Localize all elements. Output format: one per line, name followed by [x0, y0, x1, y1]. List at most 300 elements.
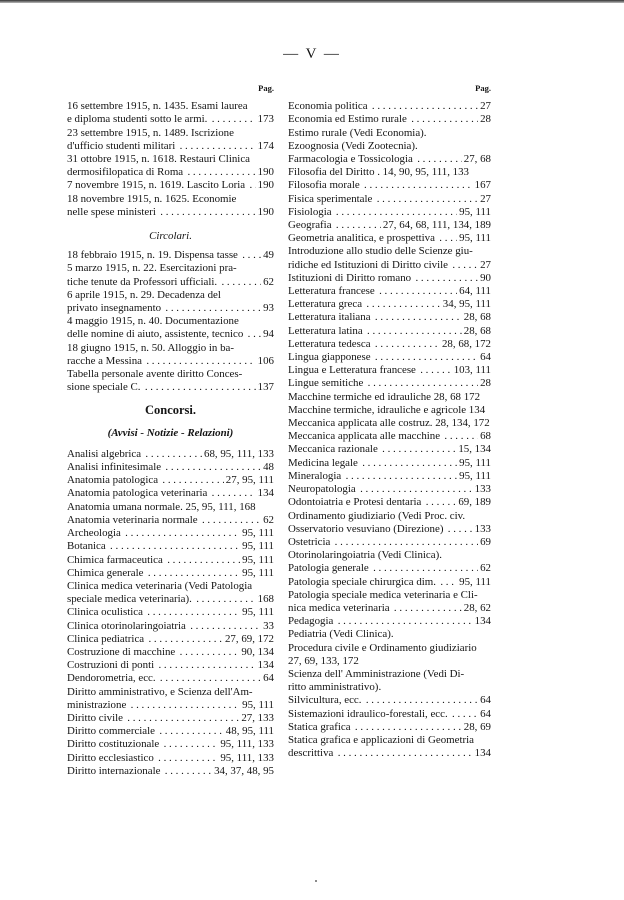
entry-text: Statica grafica e applicazioni di Geometria: [288, 733, 474, 746]
page-refs: 95, 111: [242, 606, 274, 619]
dot-leader: [108, 540, 240, 553]
page-number-header: — V —: [283, 46, 341, 62]
dot-leader: [247, 179, 256, 192]
entry-text: Macchine termiche, idrauliche e agricole 134: [288, 403, 486, 416]
entry-text: Farmacologia e Tossicologia: [288, 153, 413, 166]
index-entry: [288, 140, 491, 153]
index-entry: [288, 245, 491, 271]
left-column: [67, 82, 274, 778]
dot-leader: [373, 338, 440, 351]
dot-leader: [145, 606, 240, 619]
index-entry: [288, 127, 491, 140]
dot-leader: [156, 659, 256, 672]
entry-text: Pedagogia: [288, 615, 334, 628]
dot-leader: [353, 721, 462, 734]
page-refs: 27, 95, 111: [225, 474, 274, 487]
entry-text: Otorinolaringoiatria (Vedi Clinica).: [288, 549, 442, 562]
dot-leader: [335, 615, 472, 628]
dot-leader: [362, 179, 473, 192]
entry-text: Chimica farmaceutica: [67, 553, 163, 566]
dot-leader: [185, 166, 256, 179]
page-refs: 64, 111: [459, 285, 491, 298]
dot-leader: [245, 328, 261, 341]
dot-leader: [423, 496, 456, 509]
concorsi-list: [67, 448, 274, 778]
index-entry: [67, 686, 274, 712]
page-refs: 95, 111, 133: [220, 751, 274, 764]
entry-text: Statica grafica: [288, 720, 351, 733]
entry-text: Diritto commerciale: [67, 725, 155, 738]
index-entry: [288, 153, 491, 166]
dot-leader: [125, 712, 239, 725]
entry-text: Economia ed Estimo rurale: [288, 113, 407, 126]
index-entry: [67, 289, 274, 315]
index-entry: [288, 377, 491, 390]
index-entry: [288, 615, 491, 628]
page-refs: 94: [263, 328, 274, 341]
dot-leader: [240, 249, 261, 262]
circolari-list: [67, 249, 274, 394]
index-entry: [288, 734, 491, 760]
index-entry: [288, 179, 491, 192]
page-refs: 95, 111: [242, 553, 274, 566]
index-entry: [288, 668, 491, 694]
index-entry: [67, 315, 274, 341]
entry-text: Letteratura latina: [288, 324, 363, 337]
page-refs: 64: [263, 672, 274, 685]
index-entry: [67, 487, 274, 500]
index-entry: [288, 694, 491, 707]
index-entry: [67, 620, 274, 633]
page-refs: 90, 134: [241, 645, 274, 658]
entry-text: 7 novembre 1915, n. 1619. Lascito Loria: [67, 179, 246, 192]
index-entry: [288, 496, 491, 509]
index-entry: [288, 404, 491, 417]
entry-text: Meccanica applicata alle macchine: [288, 430, 441, 443]
page-refs: 49: [263, 249, 274, 262]
page-refs: 69: [480, 535, 491, 548]
page-refs: 28: [480, 113, 491, 126]
page-refs: 68: [480, 430, 491, 443]
dot-leader: [144, 355, 256, 368]
paper-speck: [315, 880, 317, 882]
dot-leader: [371, 562, 478, 575]
entry-text: d'ufficio studenti militari: [67, 139, 176, 152]
entry-text: Clinica otorinolaringoiatria: [67, 619, 186, 632]
circolari-heading: Circolari.: [149, 230, 192, 243]
page-refs: 34, 95, 111: [442, 298, 491, 311]
entry-text: Patologia generale: [288, 562, 369, 575]
page-refs: 95, 111, 133: [220, 738, 274, 751]
index-entry: [67, 461, 274, 474]
entry-text: Lingua e Letteratura francese: [288, 364, 416, 377]
index-entry: [288, 589, 491, 615]
page-refs: 48: [263, 461, 274, 474]
index-entries-list: [288, 100, 491, 760]
dot-leader: [364, 694, 479, 707]
entry-text: Ezoognosia (Vedi Zootecnia).: [288, 139, 418, 152]
dot-leader: [146, 567, 241, 580]
entry-text: Letteratura francese: [288, 285, 375, 298]
page-refs: 134: [474, 615, 491, 628]
entry-text: Silvicultura, ecc.: [288, 694, 362, 707]
entry-text: Archeologia: [67, 527, 121, 540]
index-entry: [67, 474, 274, 487]
entry-text: Clinica medica veterinaria (Vedi Patologia: [67, 579, 253, 592]
page-refs: 27: [480, 100, 491, 113]
page-refs: 95, 111: [242, 698, 274, 711]
index-entry: [67, 738, 274, 751]
page-refs: 28, 68: [463, 311, 491, 324]
entry-text: Chimica generale: [67, 566, 144, 579]
entry-text: Diritto amministrativo, e Scienza dell'Am-: [67, 685, 253, 698]
entry-text: 18 novembre 1915, n. 1625. Economie: [67, 192, 237, 205]
entry-text: Letteratura tedesca: [288, 337, 371, 350]
entry-text: speciale medica veterinaria).: [67, 593, 192, 606]
index-entry: [288, 576, 491, 589]
entry-text: Patologia speciale medica veterinaria e Cli-: [288, 588, 478, 601]
entry-text: Analisi algebrica: [67, 447, 142, 460]
pag-label: Pag.: [475, 83, 491, 93]
dot-leader: [143, 448, 202, 461]
page-refs: 48, 95, 111: [225, 725, 274, 738]
entry-text: Geografia: [288, 219, 332, 232]
index-entry: [67, 712, 274, 725]
dot-leader: [415, 153, 462, 166]
dot-leader: [358, 483, 473, 496]
index-entry: [67, 448, 274, 461]
page-refs: 27, 133: [241, 711, 274, 724]
entry-text: Diritto costituzionale: [67, 738, 160, 751]
page-refs: 62: [263, 275, 274, 288]
index-entry: [288, 628, 491, 641]
index-entry: [67, 672, 274, 685]
index-entry: [67, 567, 274, 580]
entry-text: Estimo rurale (Vedi Economia).: [288, 126, 427, 139]
dot-leader: [163, 302, 261, 315]
entry-text: Neuropatologia: [288, 483, 356, 496]
index-entry: [67, 752, 274, 765]
page-refs: 173: [257, 113, 274, 126]
entry-text: 5 marzo 1915, n. 22. Esercitazioni pra-: [67, 262, 237, 275]
index-entry: [67, 153, 274, 179]
index-entry: [288, 470, 491, 483]
page-refs: 69, 189: [458, 496, 491, 509]
entry-text: Procedura civile e Ordinamento giudiziario: [288, 641, 477, 654]
index-entry: [288, 483, 491, 496]
dot-leader: [437, 232, 457, 245]
dot-leader: [123, 527, 240, 540]
dot-leader: [343, 470, 457, 483]
index-entry: [67, 659, 274, 672]
entry-text: Analisi infinitesimale: [67, 461, 162, 474]
entry-text: privato insegnamento: [67, 302, 162, 315]
entry-text: Introduzione allo studio delle Scienze giu-: [288, 245, 473, 258]
entry-text: sione speciale C.: [67, 381, 141, 394]
index-entry: [288, 523, 491, 536]
page-refs: 190: [257, 166, 274, 179]
entry-text: 31 ottobre 1915, n. 1618. Restauri Clinica: [67, 153, 250, 166]
page-refs: 137: [257, 381, 274, 394]
entry-text: Scienza dell' Amministrazione (Vedi Di-: [288, 667, 465, 680]
dot-leader: [450, 708, 478, 721]
page-refs: 133: [474, 522, 491, 535]
page-refs: 167: [474, 179, 491, 192]
dot-leader: [373, 311, 462, 324]
dot-leader: [364, 298, 441, 311]
index-entry: [288, 193, 491, 206]
dot-leader: [163, 461, 261, 474]
entry-text: Diritto civile: [67, 711, 123, 724]
entry-text: nelle spese ministeri: [67, 205, 156, 218]
index-entry: [67, 514, 274, 527]
dot-leader: [177, 646, 239, 659]
page-refs: 95, 111: [459, 205, 491, 218]
index-entry: [288, 338, 491, 351]
dot-leader: [413, 272, 478, 285]
entry-text: Diritto ecclesiastico: [67, 751, 154, 764]
entry-text: Patologia speciale chirurgica dim.: [288, 575, 436, 588]
entry-text: Costruzioni di ponti: [67, 659, 155, 672]
entry-text: Fisiologia: [288, 205, 332, 218]
index-entry: [67, 179, 274, 192]
entry-text: dermosifilopatica di Roma: [67, 166, 184, 179]
dot-leader: [146, 633, 223, 646]
entry-text: Costruzione di macchine: [67, 645, 176, 658]
page-refs: 134: [257, 487, 274, 500]
index-entry: [288, 232, 491, 245]
page-refs: 27: [480, 192, 491, 205]
dot-leader: [335, 747, 472, 760]
entry-text: Pediatria (Vedi Clinica).: [288, 628, 394, 641]
entry-text: delle nomine di aiuto, assistente, tecnico: [67, 328, 244, 341]
dot-leader: [209, 487, 255, 500]
dot-leader: [219, 276, 261, 289]
dot-leader: [377, 285, 457, 298]
page-refs: 33: [263, 619, 274, 632]
page-refs: 15, 134: [458, 443, 491, 456]
index-entry: [67, 725, 274, 738]
index-entry: [67, 501, 274, 514]
dot-leader: [450, 259, 478, 272]
index-entry: [67, 127, 274, 153]
right-column: [288, 82, 491, 760]
entry-text: Mineralogia: [288, 469, 342, 482]
page-refs: 28, 68, 172: [441, 337, 491, 350]
entry-text: Odontoiatria e Protesi dentaria: [288, 496, 422, 509]
page-refs: 95, 111: [459, 469, 491, 482]
dot-leader: [194, 593, 256, 606]
page-refs: 28, 69: [463, 720, 491, 733]
dot-leader: [445, 523, 472, 536]
entry-text: Geometria analitica, e prospettiva: [288, 232, 435, 245]
entry-text: 4 maggio 1915, n. 40. Documentazione: [67, 315, 239, 328]
index-entry: [67, 527, 274, 540]
entry-text: Lingue semitiche: [288, 377, 364, 390]
index-entry: [67, 262, 274, 288]
index-entry: [67, 646, 274, 659]
dot-leader: [209, 113, 255, 126]
dot-leader: [157, 725, 224, 738]
entry-text: e diploma studenti sotto le armi.: [67, 113, 208, 126]
index-entry: [288, 391, 491, 404]
index-entry: [288, 311, 491, 324]
index-entry: [288, 100, 491, 113]
page-refs: 190: [257, 205, 274, 218]
page-refs: 64: [480, 694, 491, 707]
entry-text: racche a Messina: [67, 354, 142, 367]
entry-text: Anatomia patologica veterinaria: [67, 487, 208, 500]
dot-leader: [156, 752, 219, 765]
page-refs: 28, 62: [463, 601, 491, 614]
dot-leader: [360, 457, 457, 470]
entry-text: Letteratura italiana: [288, 311, 371, 324]
page-refs: 62: [263, 513, 274, 526]
entry-text: ridiche ed Istituzioni di Diritto civile: [288, 258, 448, 271]
dot-leader: [365, 377, 478, 390]
page-refs: 174: [257, 139, 274, 152]
entry-text: descrittiva: [288, 747, 334, 760]
index-entry: [67, 540, 274, 553]
page-refs: 95, 111: [242, 527, 274, 540]
index-entry: [67, 100, 274, 126]
entry-text: Tabella personale avente diritto Conces-: [67, 368, 243, 381]
dot-leader: [409, 113, 478, 126]
dot-leader: [365, 325, 462, 338]
index-entry: [288, 298, 491, 311]
page-refs: 95, 111: [459, 232, 491, 245]
index-entry: [288, 443, 491, 456]
page-refs: 34, 37, 48, 95: [214, 764, 274, 777]
dot-leader: [165, 554, 240, 567]
index-entry: [288, 219, 491, 232]
dot-leader: [158, 672, 262, 685]
dot-leader: [332, 536, 478, 549]
dot-leader: [442, 430, 478, 443]
dot-leader: [158, 206, 256, 219]
page-refs: 90: [480, 271, 491, 284]
entry-text: Osservatorio vesuviano (Direzione): [288, 522, 444, 535]
dot-leader: [373, 351, 479, 364]
dot-leader: [188, 620, 261, 633]
dot-leader: [160, 474, 224, 487]
dot-leader: [334, 219, 381, 232]
entry-text: Anatomia patologica: [67, 474, 159, 487]
entry-text: Filosofia del Diritto . 14, 90, 95, 111, 133: [288, 166, 469, 179]
dot-leader: [143, 381, 256, 394]
entry-text: ritto amministrativo).: [288, 681, 382, 694]
entry-text: Anatomia umana normale. 25, 95, 111, 168: [67, 500, 256, 513]
index-entry: [288, 642, 491, 668]
dot-leader: [418, 364, 452, 377]
dot-leader: [370, 100, 479, 113]
index-entry: [67, 554, 274, 567]
dot-leader: [438, 576, 457, 589]
entry-text: Dendorometria, ecc.: [67, 672, 156, 685]
index-entry: [67, 580, 274, 606]
page-refs: 62: [480, 562, 491, 575]
index-entry: [288, 510, 491, 523]
index-entry: [67, 765, 274, 778]
index-entry: [288, 206, 491, 219]
page-refs: 133: [474, 483, 491, 496]
entry-text: Meccanica applicata alle costruz. 28, 134, 172: [288, 417, 490, 430]
page-refs: 190: [257, 179, 274, 192]
index-entry: [67, 342, 274, 368]
dot-leader: [162, 765, 212, 778]
entry-text: ministrazione: [67, 698, 127, 711]
page-refs: 27, 69, 172: [224, 632, 274, 645]
index-entry: [288, 457, 491, 470]
page-refs: 134: [474, 747, 491, 760]
page-refs: 95, 111: [459, 456, 491, 469]
index-entry: [288, 417, 491, 430]
entry-text: Istituzioni di Diritto romano: [288, 271, 412, 284]
entry-text: 6 aprile 1915, n. 29. Decadenza del: [67, 288, 221, 301]
page-refs: 103, 111: [453, 364, 491, 377]
dot-leader: [374, 193, 478, 206]
index-entry: [288, 562, 491, 575]
concorsi-subheading: (Avvisi - Notizie - Relazioni): [107, 426, 234, 439]
entry-text: 18 giugno 1915, n. 50. Alloggio in ba-: [67, 341, 234, 354]
page-refs: 64: [480, 707, 491, 720]
page-refs: 95, 111: [242, 540, 274, 553]
index-entry: [288, 536, 491, 549]
entry-text: Ordinamento giudiziario (Vedi Proc. civ.: [288, 509, 466, 522]
entry-text: 18 febbraio 1915, n. 19. Dispensa tasse: [67, 249, 238, 262]
index-entry: [288, 166, 491, 179]
entry-text: Anatomia veterinaria normale: [67, 513, 198, 526]
dot-leader: [128, 699, 240, 712]
page-refs: 106: [257, 354, 274, 367]
entry-text: Ostetricia: [288, 535, 331, 548]
entry-text: Medicina legale: [288, 456, 358, 469]
entry-text: 23 settembre 1915, n. 1489. Iscrizione: [67, 126, 234, 139]
page-refs: 134: [257, 659, 274, 672]
entry-text: Botanica: [67, 540, 106, 553]
scan-edge: [0, 0, 624, 3]
index-entry: [67, 606, 274, 619]
page-refs: 95, 111: [459, 575, 491, 588]
page-refs: 95, 111: [242, 566, 274, 579]
entry-text: 27, 69, 133, 172: [288, 654, 359, 667]
entry-text: Meccanica razionale: [288, 443, 378, 456]
dot-leader: [177, 140, 255, 153]
entry-text: Fisica sperimentale: [288, 192, 373, 205]
index-entry: [288, 272, 491, 285]
entry-text: nica medica veterinaria: [288, 601, 390, 614]
pag-label: Pag.: [258, 83, 274, 93]
entry-text: Filosofia morale: [288, 179, 360, 192]
dot-leader: [380, 443, 457, 456]
entry-text: Letteratura greca: [288, 298, 363, 311]
entry-text: Clinica oculistica: [67, 606, 143, 619]
entry-text: Economia politica: [288, 100, 368, 113]
index-entry: [288, 721, 491, 734]
dot-leader: [334, 206, 458, 219]
index-entry: [288, 325, 491, 338]
page-refs: 27, 64, 68, 111, 134, 189: [382, 219, 491, 232]
page-refs: 28, 68: [463, 324, 491, 337]
index-entry: [288, 364, 491, 377]
index-entry: [67, 633, 274, 646]
index-entry: [288, 113, 491, 126]
index-entry: [288, 430, 491, 443]
dot-leader: [161, 738, 218, 751]
page-refs: 28: [480, 377, 491, 390]
index-entry: [67, 249, 274, 262]
index-entry: [288, 549, 491, 562]
